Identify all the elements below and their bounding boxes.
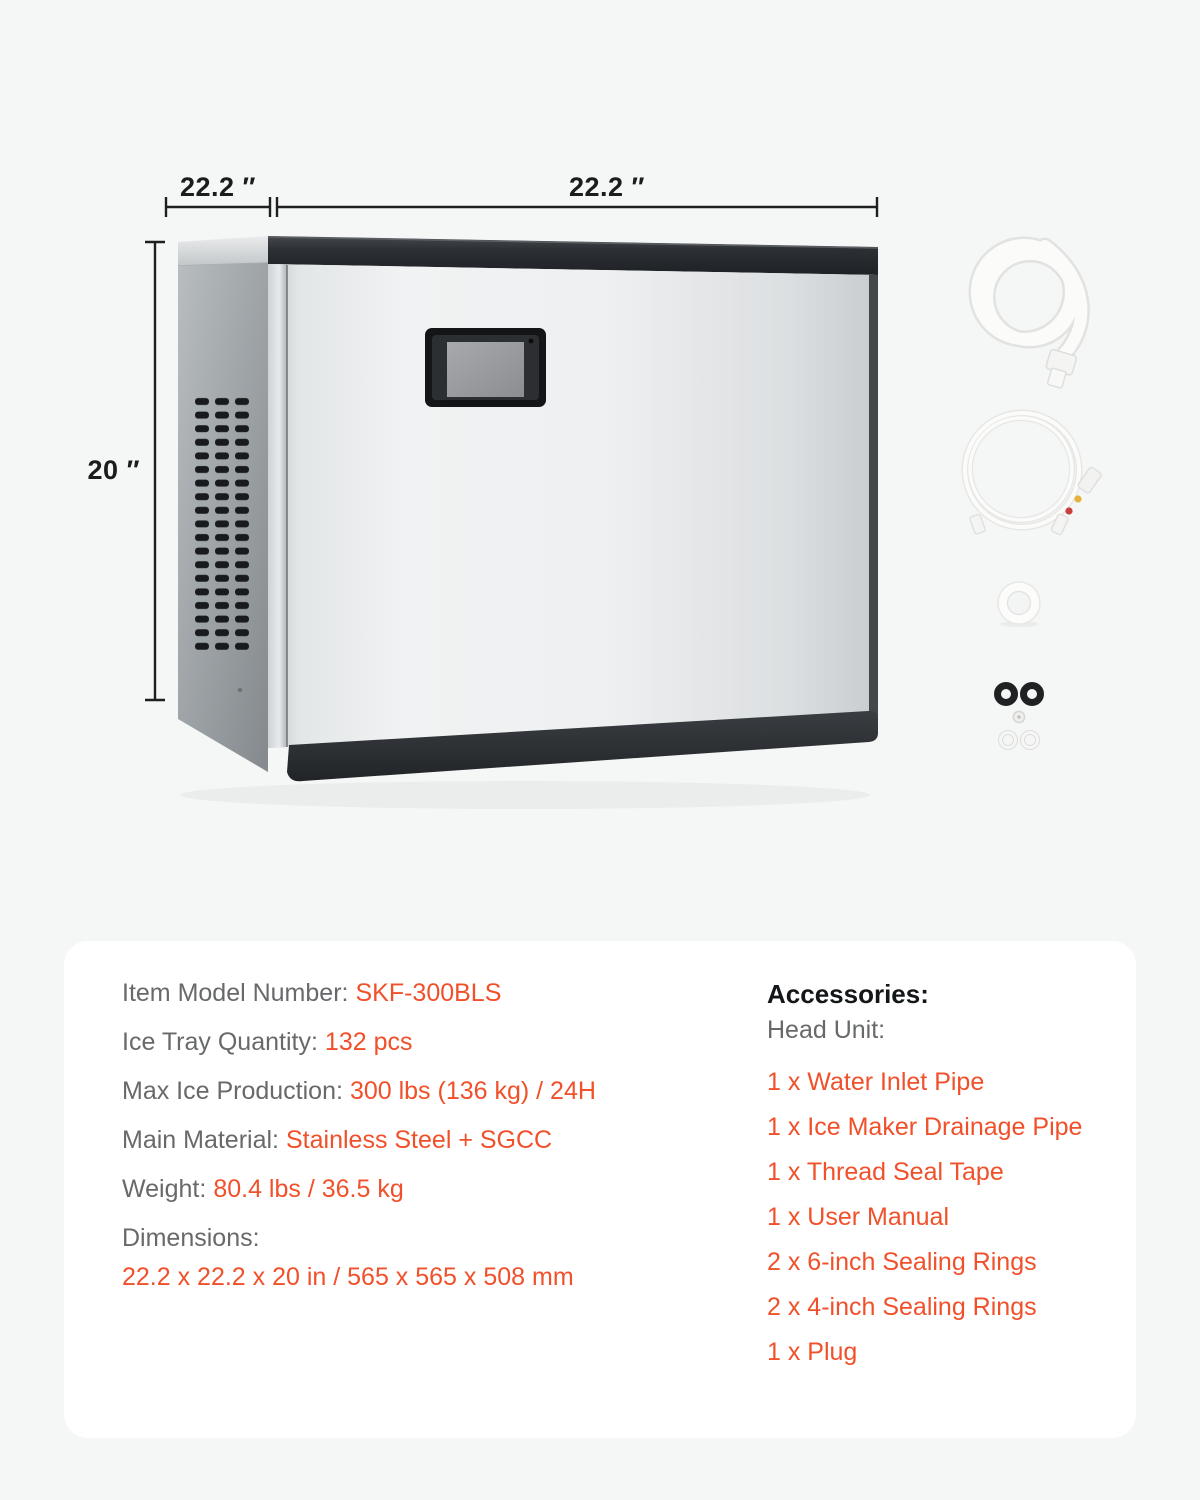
- spec-value: Stainless Steel + SGCC: [286, 1126, 553, 1154]
- spec-panel: [64, 941, 1136, 1438]
- spec-row-main-material: [122, 1126, 596, 1154]
- accessory-sealing-rings: [998, 686, 1041, 748]
- accessory-item: 1 x Ice Maker Drainage Pipe: [767, 1113, 1083, 1141]
- lcd-display-screen: [425, 328, 546, 407]
- spec-value: 300 lbs (136 kg) / 24H: [349, 1077, 596, 1105]
- spec-label: Ice Tray Quantity:: [122, 1028, 318, 1056]
- accessory-drainage-hose: [977, 245, 1081, 390]
- spec-label: Dimensions:: [122, 1224, 260, 1252]
- accessories-subheading: Head Unit:: [767, 1016, 886, 1044]
- spec-value: SKF-300BLS: [355, 979, 502, 1007]
- spec-row-dimensions-value: [122, 1263, 596, 1291]
- accessory-item: 1 x Plug: [767, 1338, 858, 1366]
- spec-label: Item Model Number:: [122, 979, 349, 1007]
- spec-row-weight: [122, 1175, 596, 1203]
- spec-value: 132 pcs: [324, 1028, 413, 1056]
- spec-list: [122, 979, 596, 1312]
- machine-top-cap: [178, 236, 268, 266]
- accessory-item: 1 x Thread Seal Tape: [767, 1158, 1004, 1186]
- spec-row-ice-tray-quantity: [122, 1028, 596, 1056]
- spec-value: 22.2 x 22.2 x 20 in / 565 x 565 x 508 mm: [122, 1263, 574, 1291]
- accessory-item: 2 x 4-inch Sealing Rings: [767, 1293, 1037, 1321]
- spec-row-dimensions-label: [122, 1224, 596, 1252]
- accessory-thread-seal-tape: [998, 582, 1040, 627]
- spec-label: Weight:: [122, 1175, 207, 1203]
- accessories-heading: Accessories:: [767, 979, 929, 1009]
- dimension-label-side-width: 22.2 ″: [180, 172, 256, 202]
- spec-row-model-number: [122, 979, 596, 1007]
- ice-maker-machine: [178, 236, 878, 809]
- accessory-item: 1 x Water Inlet Pipe: [767, 1068, 985, 1096]
- accessory-item: 2 x 6-inch Sealing Rings: [767, 1248, 1037, 1276]
- spec-row-max-ice-production: [122, 1077, 596, 1105]
- accessory-water-inlet-tube: [965, 413, 1102, 535]
- dimension-label-height: 20 ″: [87, 455, 140, 485]
- spec-label: Main Material:: [122, 1126, 279, 1154]
- accessories-list: [767, 979, 1082, 1383]
- dimension-label-front-width: 22.2 ″: [569, 172, 645, 202]
- vent-grill: [193, 395, 252, 653]
- spec-value: 80.4 lbs / 36.5 kg: [213, 1175, 404, 1203]
- accessories-items: [767, 1068, 1082, 1366]
- machine-front-face: [268, 264, 878, 748]
- accessory-item: 1 x User Manual: [767, 1203, 950, 1231]
- spec-label: Max Ice Production:: [122, 1077, 343, 1105]
